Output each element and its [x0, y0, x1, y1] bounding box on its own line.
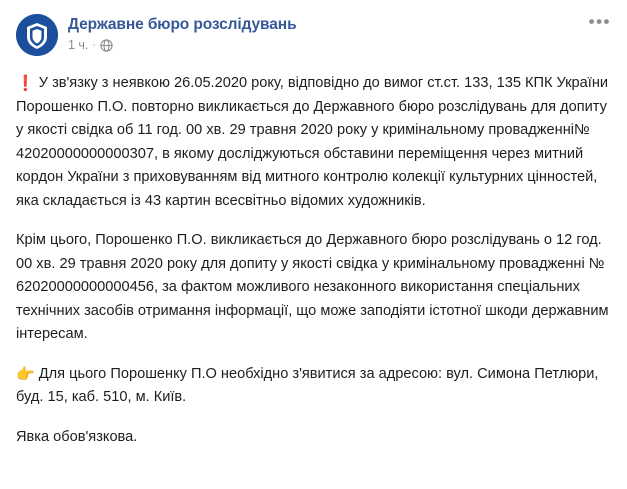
pointing-hand-emoji: 👉	[16, 365, 35, 383]
avatar[interactable]	[16, 14, 58, 56]
post-paragraph	[16, 426, 611, 450]
post-header-text	[68, 14, 297, 52]
paragraph-text: Крім цього, Порошенко П.О. викликається до Державного бюро розслідувань о 12 год. 00 хв. 29 травня 2020 року для допиту у якості свідка у кримінальному провадженні № 62020000000000456, за фактом можливого незаконного використання спеціальних технічних засобів отримання інформації, що може заподіяти істотної шкоди державним інтересам.	[16, 232, 609, 342]
post-options-button[interactable]: •••	[588, 12, 611, 31]
exclamation-mark-emoji: ❗	[16, 75, 35, 92]
meta-separator: ·	[92, 39, 97, 51]
post-paragraph	[16, 363, 611, 410]
post-meta	[68, 38, 297, 52]
globe-icon[interactable]	[100, 39, 113, 52]
post-paragraph	[16, 72, 611, 213]
page-name[interactable]: Державне бюро розслідувань	[68, 16, 297, 33]
post-header	[0, 0, 627, 56]
shield-logo-icon	[16, 14, 58, 56]
post-paragraph	[16, 229, 611, 347]
paragraph-text: Для цього Порошенку П.О необхідно з'явитися за адресою: вул. Симона Петлюри, буд. 15, каб. 510, м. Київ.	[16, 365, 599, 405]
paragraph-text: У зв'язку з неявкою 26.05.2020 року, відповідно до вимог ст.ст. 133, 135 КПК України Порошенко П.О. повторно викликається до Державного бюро розслідувань для допиту у якості свідка об 11 год. 00 хв. 29 травня 2020 року у кримінальному провадженні№ 42020000000000307, в якому досліджуються обставини переміщення через митний кордон України з приховуванням від митного контролю колекції культурних цінностей, яка складається із 43 картин всесвітньо відомих художників.	[16, 75, 609, 209]
paragraph-text: Явка обов'язкова.	[16, 428, 138, 445]
post-timestamp[interactable]: 1 ч.	[68, 38, 89, 52]
post-body	[0, 56, 627, 449]
